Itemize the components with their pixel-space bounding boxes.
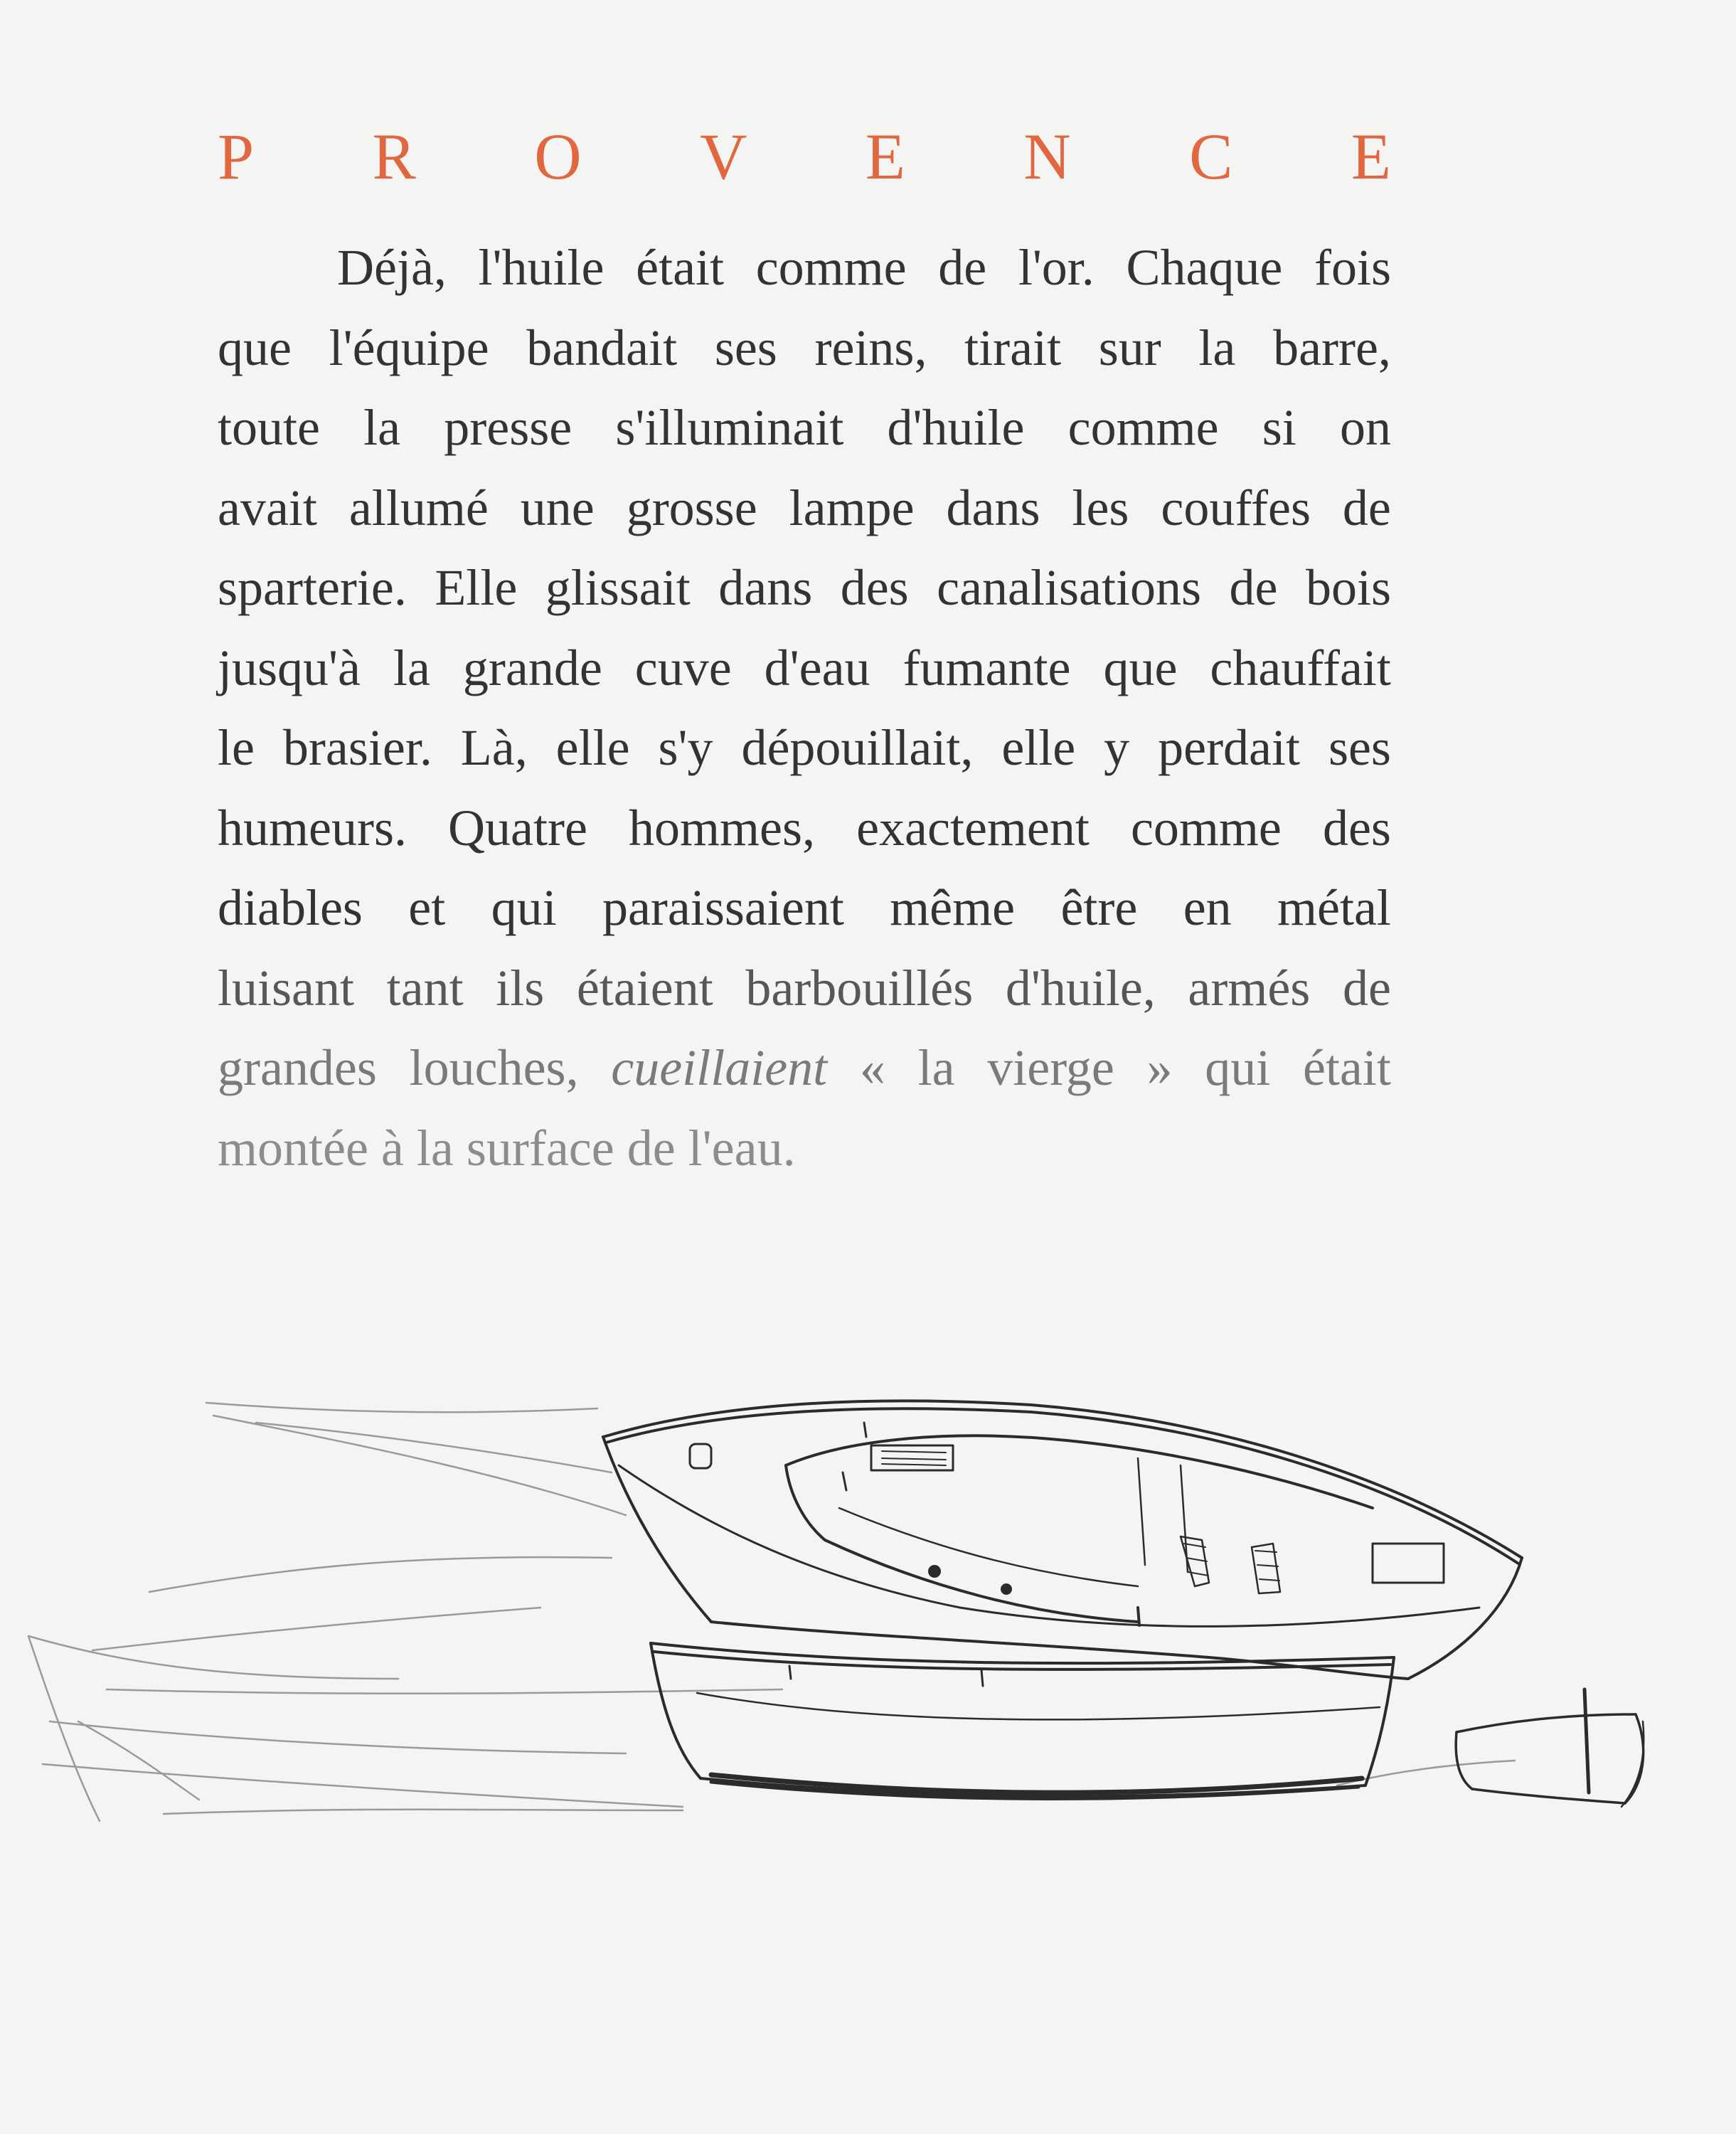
word: perdait <box>1158 719 1301 776</box>
word: sur <box>1098 319 1161 376</box>
word: avait <box>218 479 317 536</box>
lower-boat <box>651 1643 1394 1798</box>
word: la <box>917 1039 955 1096</box>
word: que <box>218 319 292 376</box>
running-head-letter: O <box>534 120 582 193</box>
word: grosse <box>626 479 757 536</box>
word: glissait <box>545 559 691 616</box>
word: était <box>1302 1039 1391 1096</box>
word: de <box>627 1119 676 1177</box>
word: d'huile <box>887 399 1025 456</box>
paragraph-line <box>218 1028 1391 1108</box>
word: s'illuminait <box>615 399 844 456</box>
word: l'huile <box>478 239 605 296</box>
paragraph-line <box>218 228 1391 308</box>
word: comme <box>1130 799 1282 856</box>
water-sketch-lines <box>28 1403 1515 1821</box>
word: barre, <box>1273 319 1391 376</box>
running-head-letter: R <box>372 120 416 193</box>
word: des <box>1322 799 1391 856</box>
word: Chaque <box>1126 239 1283 296</box>
word: barbouillés <box>745 959 974 1016</box>
word: diables <box>218 879 363 936</box>
word: fumante <box>902 639 1071 696</box>
word: s'y <box>658 719 713 776</box>
word: luisant <box>218 959 354 1016</box>
word: allumé <box>348 479 489 536</box>
word: les <box>1072 479 1129 536</box>
word: louches, <box>409 1039 579 1096</box>
word: montée <box>218 1119 368 1177</box>
word: de <box>1229 559 1278 616</box>
word: bois <box>1305 559 1391 616</box>
running-head-letter: V <box>699 120 747 193</box>
word: la <box>416 1119 454 1177</box>
paragraph-line <box>218 708 1391 788</box>
italic-word: cueillaient <box>611 1039 828 1096</box>
running-head <box>218 121 1391 192</box>
large-boat <box>603 1401 1522 1679</box>
word: ses <box>1328 719 1391 776</box>
word: reins, <box>814 319 927 376</box>
paragraph <box>218 228 1391 1188</box>
word: cuve <box>634 639 732 696</box>
word: brasier. <box>282 719 432 776</box>
paragraph-line <box>218 948 1391 1029</box>
word: vierge <box>987 1039 1114 1096</box>
word: dépouillait, <box>741 719 974 776</box>
word: couffes <box>1161 479 1311 536</box>
word: était <box>636 239 725 296</box>
paragraph-line <box>218 628 1391 708</box>
word: comme <box>1067 399 1219 456</box>
word: dans <box>946 479 1040 536</box>
word: en <box>1183 879 1232 936</box>
paragraph-line <box>218 868 1391 948</box>
running-head-letter: C <box>1189 120 1233 193</box>
word: sparterie. <box>218 559 407 616</box>
word: une <box>520 479 595 536</box>
word: toute <box>218 399 320 456</box>
paragraph-line <box>218 1108 1391 1189</box>
word: Quatre <box>448 799 587 856</box>
word: fois <box>1314 239 1391 296</box>
word: elle <box>1001 719 1076 776</box>
word: armés <box>1188 959 1311 1016</box>
word: la <box>393 639 430 696</box>
word: des <box>840 559 909 616</box>
word: hommes, <box>629 799 815 856</box>
word: étaient <box>576 959 713 1016</box>
word: d'eau <box>764 639 870 696</box>
word: canalisations <box>937 559 1202 616</box>
word: humeurs. <box>218 799 407 856</box>
paragraph-line <box>218 548 1391 628</box>
small-boat <box>1456 1689 1644 1807</box>
word: surface <box>466 1119 614 1177</box>
word: chauffait <box>1210 639 1391 696</box>
word: comme <box>755 239 907 296</box>
paragraph-line <box>218 788 1391 869</box>
word: qui <box>1205 1039 1271 1096</box>
word: tirait <box>964 319 1062 376</box>
word: lampe <box>789 479 915 536</box>
word: de <box>938 239 987 296</box>
word: grande <box>462 639 602 696</box>
word: le <box>218 719 255 776</box>
word: grandes <box>218 1039 377 1096</box>
word: presse <box>444 399 573 456</box>
word: on <box>1339 399 1391 456</box>
word: être <box>1060 879 1138 936</box>
word: à <box>380 1119 404 1177</box>
word: tant <box>386 959 464 1016</box>
word: ils <box>496 959 545 1016</box>
word: même <box>890 879 1016 936</box>
word: ses <box>714 319 777 376</box>
word: Elle <box>435 559 518 616</box>
word: l'équipe <box>329 319 489 376</box>
word: dans <box>718 559 813 616</box>
word: que <box>1103 639 1178 696</box>
word: Déjà, <box>337 239 447 296</box>
word: la <box>363 399 401 456</box>
word: métal <box>1277 879 1391 936</box>
word: paraissaient <box>602 879 844 936</box>
running-head-letter: E <box>865 120 905 193</box>
word: « <box>859 1039 885 1096</box>
word: l'eau. <box>688 1119 796 1177</box>
word: la <box>1198 319 1236 376</box>
running-head-letter: N <box>1023 120 1071 193</box>
paragraph-line <box>218 388 1391 468</box>
running-head-letter: E <box>1351 120 1391 193</box>
word: de <box>1342 959 1391 1016</box>
word: d'huile, <box>1005 959 1156 1016</box>
word: elle <box>555 719 630 776</box>
word: bandait <box>526 319 678 376</box>
word: exactement <box>856 799 1090 856</box>
running-head-letter: P <box>218 120 255 193</box>
word: si <box>1262 399 1296 456</box>
word: de <box>1342 479 1391 536</box>
paragraph-line <box>218 468 1391 548</box>
word: l'or. <box>1018 239 1095 296</box>
word: et <box>408 879 446 936</box>
word: y <box>1104 719 1130 776</box>
boats-drawing <box>0 1352 1736 1849</box>
word: qui <box>491 879 557 936</box>
word: » <box>1146 1039 1173 1096</box>
word: jusqu'à <box>218 639 361 696</box>
paragraph-line <box>218 308 1391 388</box>
word: Là, <box>460 719 528 776</box>
